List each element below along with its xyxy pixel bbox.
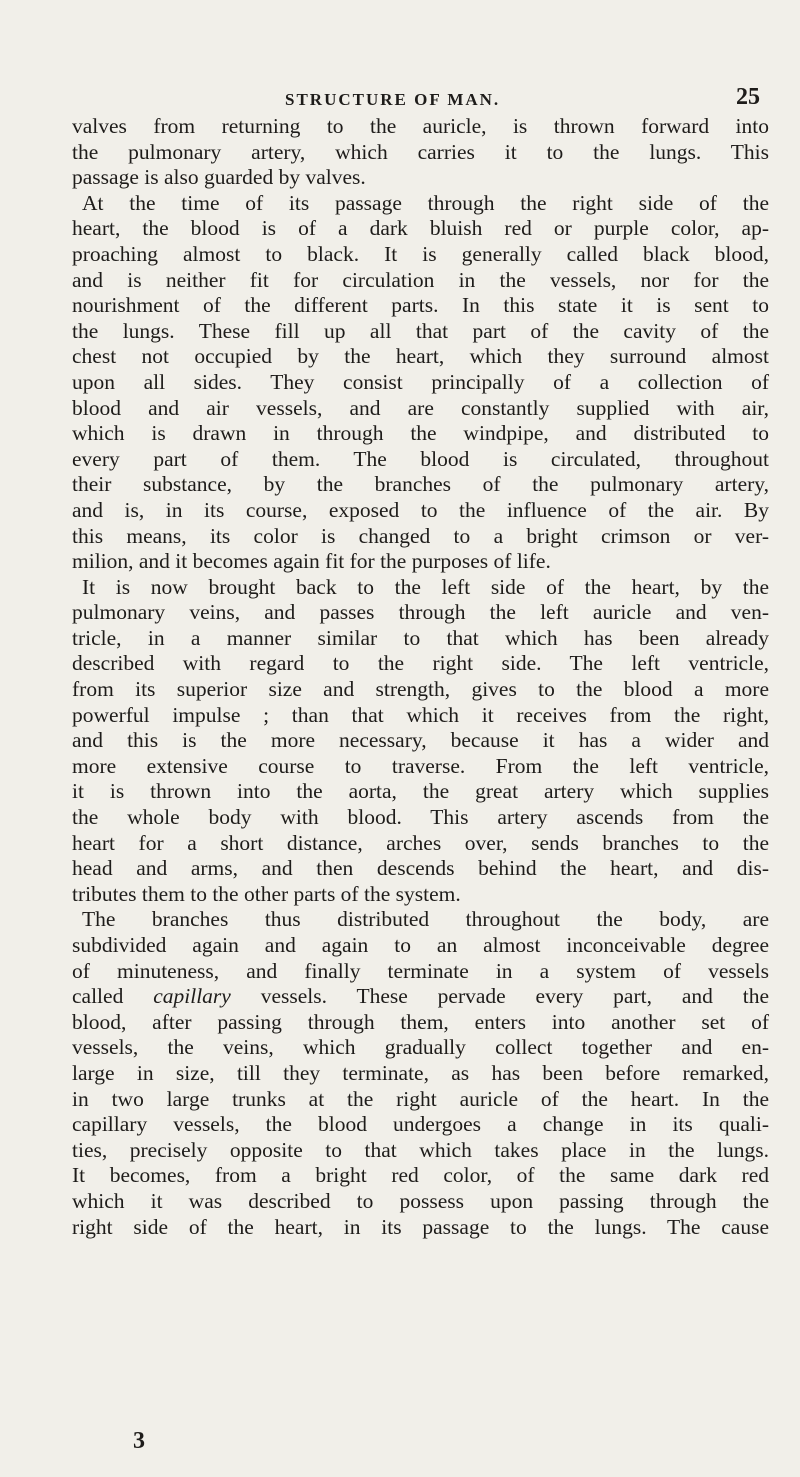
text-line: of minuteness, and finally terminate in a system of vessels bbox=[72, 958, 769, 983]
text-line: ties, precisely opposite to that which takes place in the lungs. bbox=[72, 1137, 769, 1162]
text-line: chest not occupied by the heart, which they surround almost bbox=[72, 344, 769, 369]
page-number: 25 bbox=[736, 84, 760, 110]
text-line: milion, and it becomes again fit for the purposes of life. bbox=[72, 549, 551, 574]
text-line: passage is also guarded by valves. bbox=[72, 165, 366, 190]
text-line: subdivided again and again to an almost inconceivable degree bbox=[72, 933, 769, 957]
running-head bbox=[0, 84, 800, 114]
text-line: and is, in its course, exposed to the influence of the air. By bbox=[72, 497, 769, 522]
text-line: vessels, the veins, which gradually collect together and en- bbox=[72, 1035, 769, 1060]
text-line: heart, the blood is of a dark bluish red or purple color, ap- bbox=[72, 216, 769, 241]
text-line: tributes them to the other parts of the system. bbox=[72, 881, 461, 906]
text-line: blood, after passing through them, enters into another set of bbox=[72, 1009, 769, 1034]
text-line: blood and air vessels, and are constantly supplied with air, bbox=[72, 395, 769, 420]
text-line: valves from returning to the auricle, is thrown forward into bbox=[72, 114, 769, 138]
text-line: the whole body with blood. This artery ascends from the bbox=[72, 805, 769, 830]
text-line: the pulmonary artery, which carries it to the lungs. This bbox=[72, 139, 769, 164]
signature-mark: 3 bbox=[133, 1428, 145, 1454]
text-line: tricle, in a manner similar to that which has been already bbox=[72, 625, 769, 650]
text-line: It becomes, from a bright red color, of the same dark red bbox=[72, 1163, 769, 1188]
text-line: this means, its color is changed to a bright crimson or ver- bbox=[72, 523, 769, 548]
body-text bbox=[72, 114, 769, 1240]
text-line: right side of the heart, in its passage to the lungs. The cause bbox=[72, 1214, 769, 1239]
text-line: more extensive course to traverse. From the left ventricle, bbox=[72, 753, 769, 778]
paragraph-start-line: At the time of its passage through the right side of the bbox=[82, 190, 769, 215]
text-line: pulmonary veins, and passes through the left auricle and ven- bbox=[72, 600, 769, 625]
paragraph-start-line: It is now brought back to the left side of the heart, by the bbox=[82, 574, 769, 599]
line-lead: called bbox=[72, 984, 154, 1009]
text-line: the lungs. These fill up all that part of the cavity of the bbox=[72, 318, 769, 343]
text-line: every part of them. The blood is circulated, throughout bbox=[72, 446, 769, 471]
italic-term: capillary bbox=[153, 984, 231, 1009]
text-line: and is neither fit for circulation in the vessels, nor for the bbox=[72, 267, 769, 292]
text-line: head and arms, and then descends behind the heart, and dis- bbox=[72, 856, 769, 881]
text-line: it is thrown into the aorta, the great artery which supplies bbox=[72, 779, 769, 804]
text-line: which is drawn in through the windpipe, and distributed to bbox=[72, 421, 769, 446]
text-line: which it was described to possess upon passing through the bbox=[72, 1188, 769, 1213]
text-line: from its superior size and strength, gives to the blood a more bbox=[72, 677, 769, 702]
text-line: and this is the more necessary, because it has a wider and bbox=[72, 728, 769, 753]
line-rest: vessels. These pervade every part, and the bbox=[230, 984, 770, 1009]
text-line: their substance, by the branches of the pulmonary artery, bbox=[72, 472, 769, 497]
text-line-with-italic bbox=[72, 984, 769, 1010]
text-line: nourishment of the different parts. In this state it is sent to bbox=[72, 293, 769, 318]
text-line: powerful impulse ; than that which it receives from the right, bbox=[72, 702, 769, 727]
text-line: capillary vessels, the blood undergoes a change in its quali- bbox=[72, 1112, 769, 1137]
text-line: heart for a short distance, arches over, sends branches to the bbox=[72, 830, 769, 855]
running-title: STRUCTURE OF MAN. bbox=[285, 90, 501, 109]
text-line: upon all sides. They consist principally of a collection of bbox=[72, 369, 769, 394]
paragraph-start-line: The branches thus distributed throughout the body, are bbox=[82, 907, 769, 932]
text-line: described with regard to the right side. The left ventricle, bbox=[72, 651, 769, 676]
text-line: large in size, till they terminate, as has been before remarked, bbox=[72, 1060, 769, 1085]
text-line: in two large trunks at the right auricle of the heart. In the bbox=[72, 1086, 769, 1111]
text-line: proaching almost to black. It is generally called black blood, bbox=[72, 241, 769, 266]
